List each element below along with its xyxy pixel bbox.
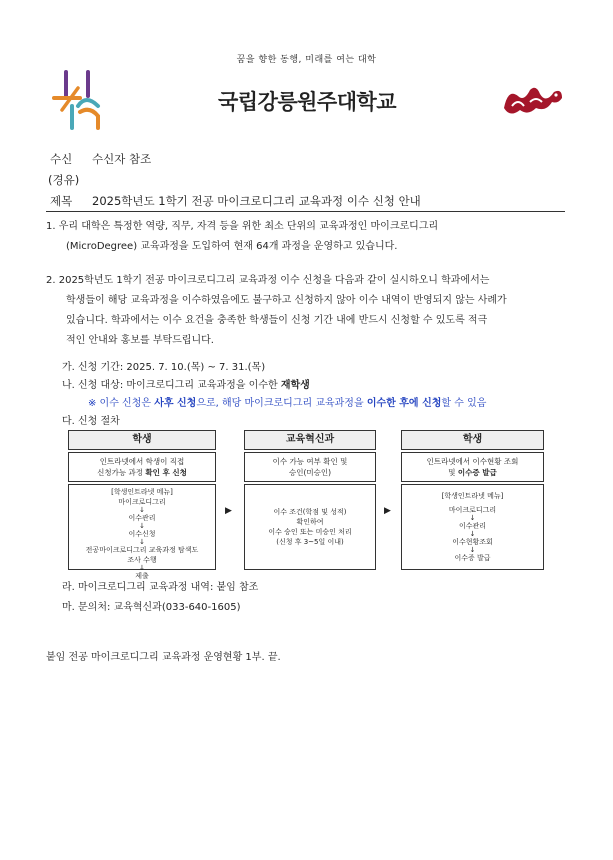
item-target-text: 나. 신청 대상: 마이크로디그리 교육과정을 이수한	[62, 380, 281, 391]
item-period: 가. 신청 기간: 2025. 7. 10.(목) ~ 7. 31.(목)	[62, 362, 266, 373]
flow-step: 확인하여	[296, 518, 324, 526]
flow-student-summary	[68, 452, 216, 482]
flow-office-summary-line-2: 승인(미승인)	[288, 468, 332, 477]
flow-student-title: 학생	[68, 430, 216, 450]
flow-step: 이수 승인 또는 미승인 처리	[268, 528, 352, 536]
flow-student2-title: 학생	[401, 430, 544, 450]
flow-student2-summary	[401, 452, 544, 482]
flow-office-steps	[244, 484, 376, 570]
flow-step-arrow: ↓	[469, 530, 476, 538]
flow-step: (신청 후 3~5일 이내)	[276, 538, 344, 546]
flow-step: 이수신청	[128, 530, 156, 538]
flow-step: 이수 조건(학점 및 성적)	[273, 508, 347, 516]
flow-step: 마이크로디그리	[118, 498, 166, 506]
flow-student-summary-text: 신청가능 과정	[97, 468, 146, 477]
flow-student-steps	[68, 484, 216, 580]
via-label: (경유)	[48, 173, 80, 187]
university-logo-icon	[50, 66, 110, 132]
flow-arrow-icon: ▶	[225, 506, 232, 516]
flow-step: 이수현황조회	[452, 538, 493, 546]
flow-step: 이수관리	[128, 514, 156, 522]
flow-step: 마이크로디그리	[448, 506, 497, 514]
flow-office-title: 교육혁신과	[244, 430, 376, 450]
paragraph-2-line-3: 있습니다. 학과에서는 이수 요건을 충족한 학생들이 신청 기간 내에 반드시 신청할 수 있도록 적극	[66, 315, 488, 326]
subject-label: 제목	[50, 194, 73, 208]
flow-step-arrow: ↓	[139, 564, 145, 572]
flow-student2-summary-line-1: 인트라넷에서 이수현황 조회	[426, 457, 519, 466]
paragraph-1-line-2: (MicroDegree) 교육과정을 도입하여 현재 64개 과정을 운영하고 있습니다.	[66, 241, 398, 252]
item-target-bold: 재학생	[280, 380, 310, 391]
flow-student2-steps	[401, 484, 544, 570]
notice-text-1: ※ 이수 신청은	[88, 398, 155, 409]
header-divider	[46, 211, 565, 212]
flow-office-summary	[244, 452, 376, 482]
recipient-value: 수신자 참조	[92, 152, 152, 166]
flow-student2-summary-line-2	[427, 467, 519, 478]
flow-step-arrow: ↓	[469, 546, 476, 554]
flow-student2-summary-bold: 이수증 발급	[457, 468, 497, 477]
item-curriculum: 라. 마이크로디그리 교육과정 내역: 붙임 참조	[62, 582, 259, 593]
item-procedure: 다. 신청 절차	[62, 416, 120, 427]
flow-step-arrow: ↓	[139, 538, 145, 546]
paragraph-2-line-4: 적인 안내와 홍보를 부탁드립니다.	[66, 335, 214, 346]
flow-student-summary-line-2	[97, 467, 187, 478]
flow-step-arrow: ↓	[139, 522, 145, 530]
university-name: 국립강릉원주대학교	[218, 90, 397, 114]
university-emblem-icon	[500, 82, 566, 120]
paragraph-1-line-1: 1. 우리 대학은 특정한 역량, 직무, 자격 등을 위한 최소 단위의 교육과정인 마이크로디그리	[46, 221, 439, 232]
subject-value: 2025학년도 1학기 전공 마이크로디그리 교육과정 이수 신청 안내	[92, 194, 421, 208]
flow-step: 조사 수행	[127, 556, 157, 564]
attachment-line: 붙임 전공 마이크로디그리 교육과정 운영현황 1부. 끝.	[46, 652, 281, 663]
notice-line	[88, 394, 486, 409]
flow-step: 이수증 발급	[454, 554, 491, 562]
paragraph-2-line-1: 2. 2025학년도 1학기 전공 마이크로디그리 교육과정 이수 신청을 다음과 같이 실시하오니 학과에서는	[46, 275, 490, 286]
flow-office-summary-line-1: 이수 가능 여부 확인 및	[272, 457, 348, 466]
flow-student2-summary-text: 및	[448, 468, 458, 477]
flow-step: 전공마이크로디그리 교육과정 탐색도	[85, 546, 199, 554]
flow-step: [학생인트라넷 메뉴]	[111, 488, 173, 496]
notice-bold-2: 이수한 후에 신청	[366, 398, 442, 409]
flow-student-summary-line-1: 인트라넷에서 학생이 직접	[99, 457, 185, 466]
notice-bold-1: 사후 신청	[154, 398, 197, 409]
notice-text-2: 으로, 해당 마이크로디그리 교육과정을	[196, 398, 367, 409]
flow-step: 제출	[135, 572, 149, 580]
flow-student-summary-bold: 확인 후 신청	[145, 468, 187, 477]
recipient-label: 수신	[50, 152, 73, 166]
item-contact: 마. 문의처: 교육혁신과(033-640-1605)	[62, 602, 241, 613]
notice-text-3: 할 수 있음	[441, 398, 487, 409]
slogan: 꿈을 향한 동행, 미래를 여는 대학	[236, 55, 377, 65]
flow-step: [학생인트라넷 메뉴]	[441, 492, 504, 500]
item-target	[62, 376, 310, 391]
flow-step-arrow: ↓	[139, 506, 145, 514]
flow-step: 이수관리	[458, 522, 487, 530]
paragraph-2-line-2: 학생들이 해당 교육과정을 이수하였음에도 불구하고 신청하지 않아 이수 내역이 반영되지 않는 사례가	[66, 295, 507, 306]
flow-step-arrow: ↓	[469, 514, 476, 522]
flow-arrow-icon: ▶	[384, 506, 391, 516]
